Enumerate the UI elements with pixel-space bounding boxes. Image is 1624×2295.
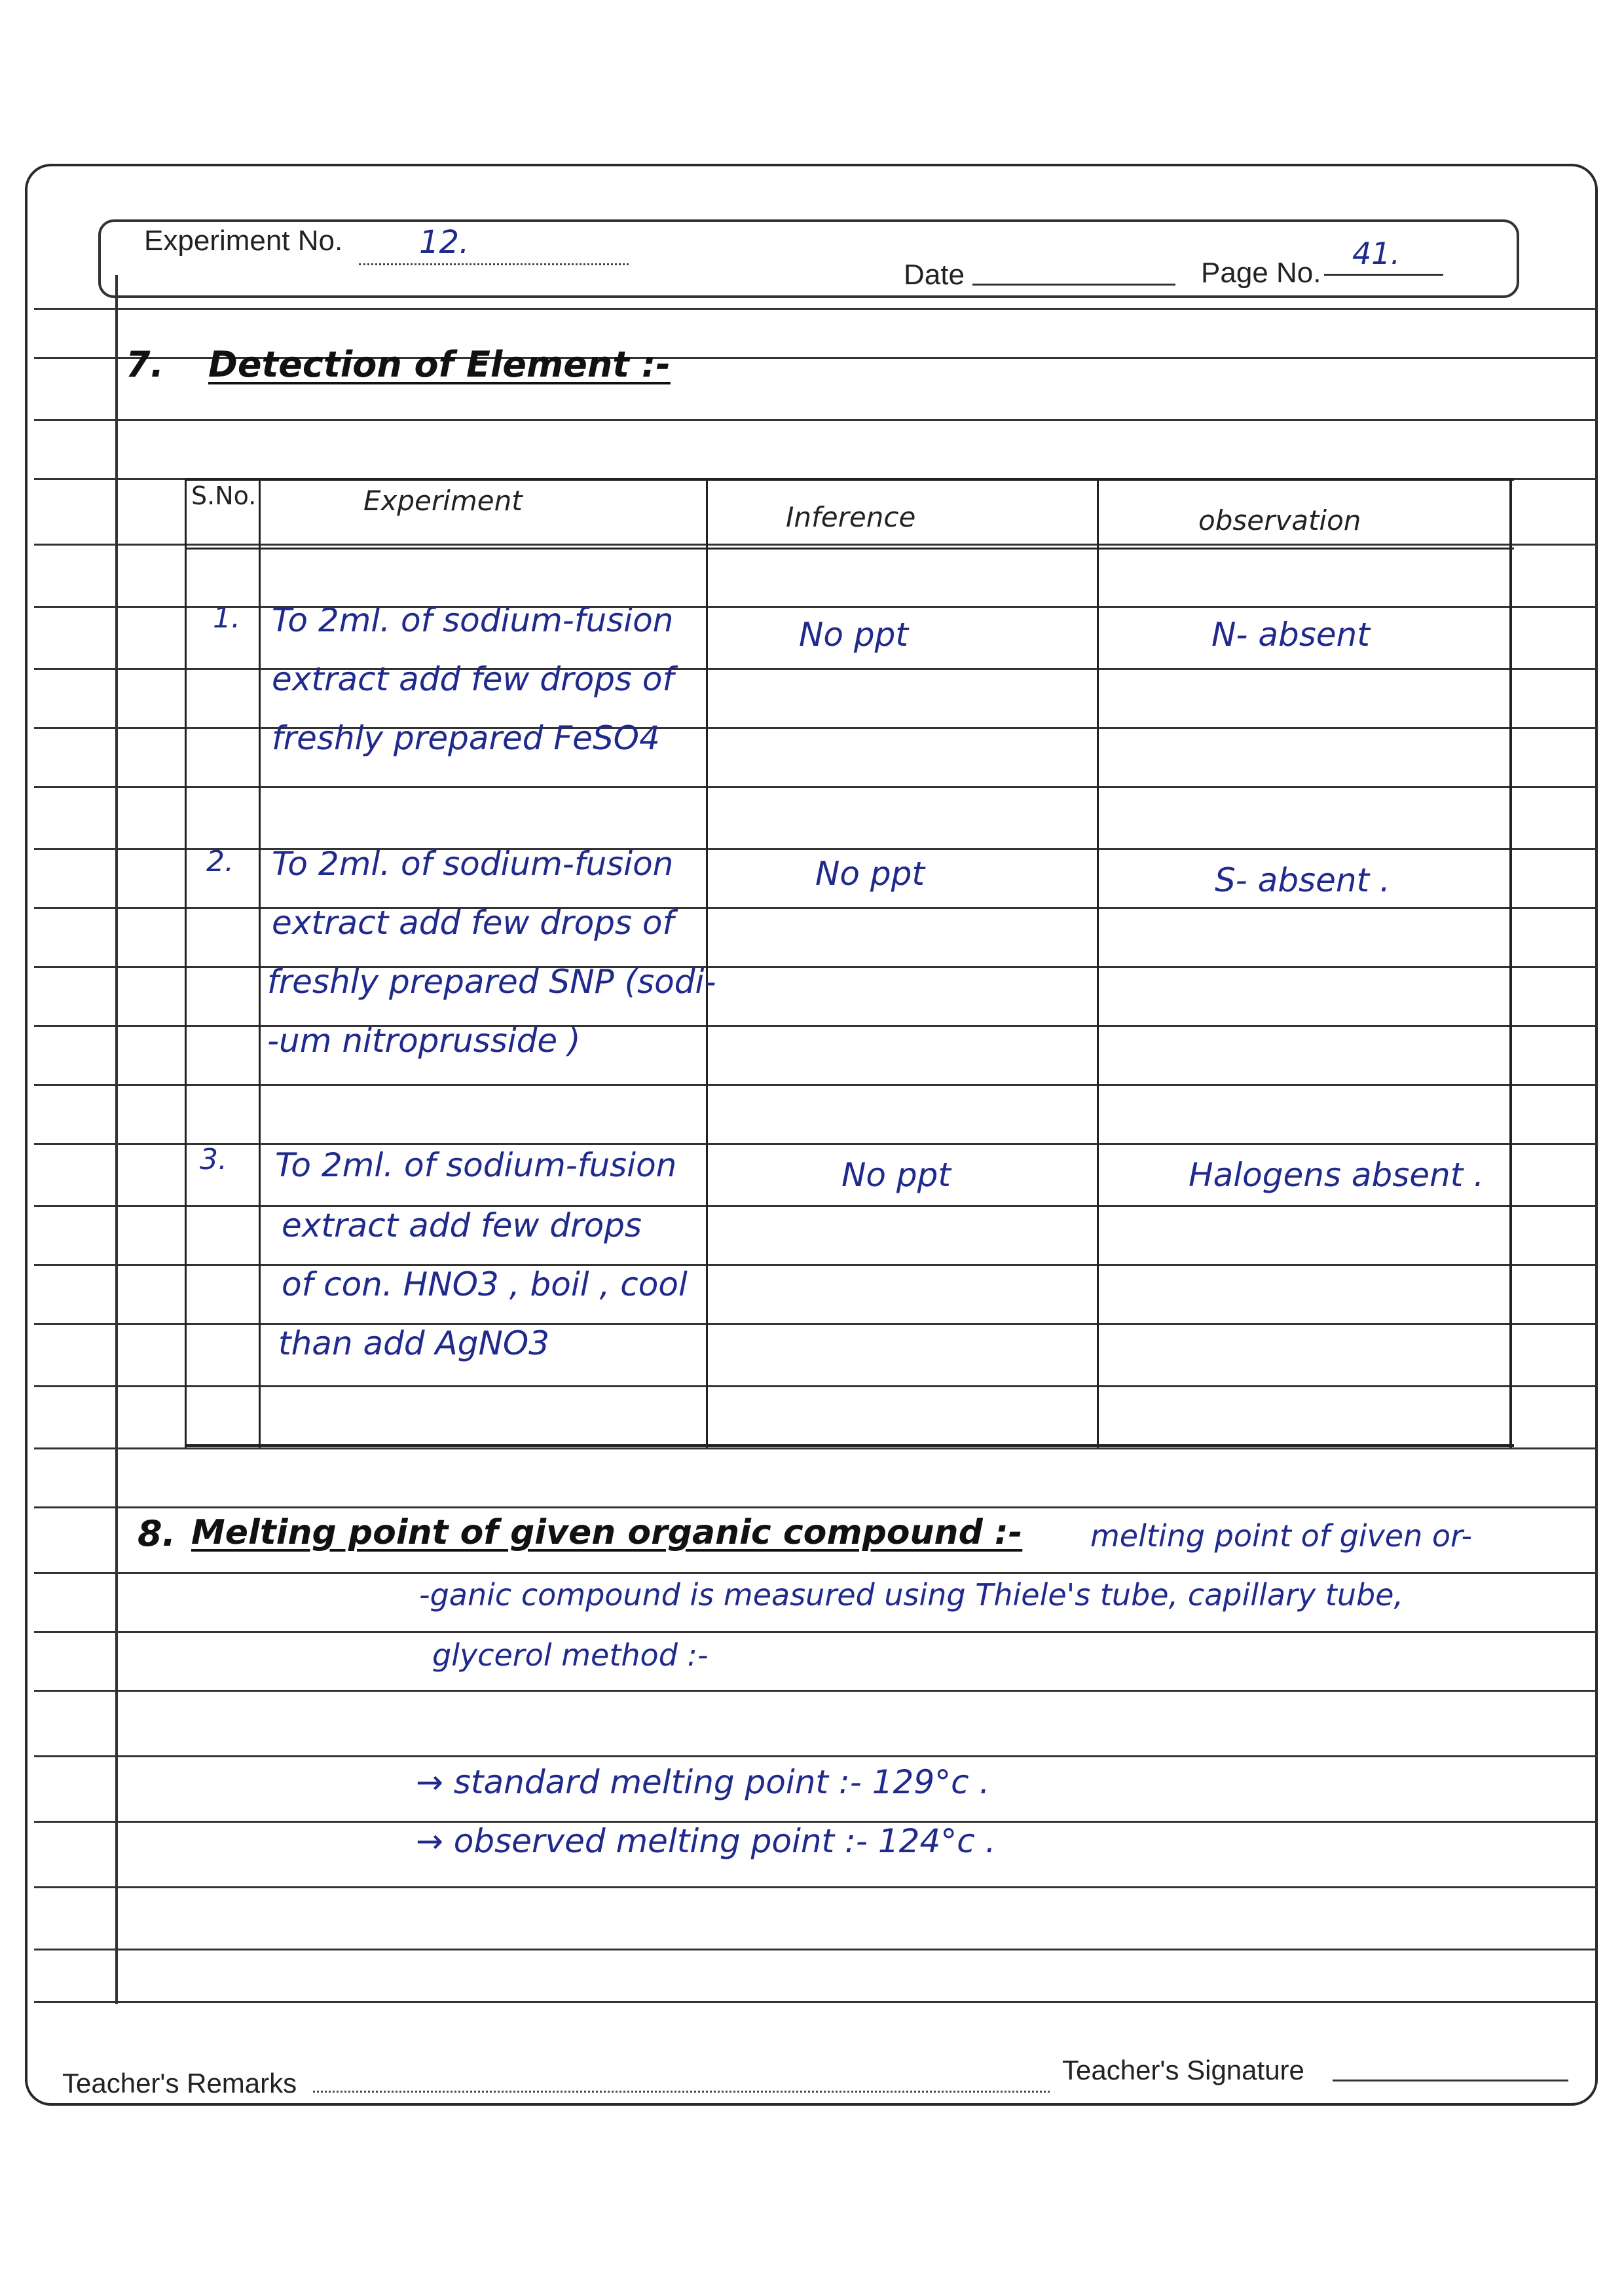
row-2-experiment-line: freshly prepared SNP (sodi- (267, 963, 716, 1001)
rule-line (34, 1631, 1598, 1633)
rule-line (34, 2001, 1598, 2003)
teachers-remarks-label: Teacher's Remarks (62, 2068, 297, 2099)
col-head-observation: observation (1198, 504, 1361, 536)
rule-line (34, 308, 1598, 310)
rule-line (34, 1143, 1598, 1145)
row-3-experiment-line: To 2ml. of sodium-fusion (275, 1146, 677, 1184)
rule-line (34, 1949, 1598, 1950)
standard-melting-point: → standard melting point :- 129°c . (416, 1763, 990, 1801)
col-head-sno: S.No. (191, 481, 257, 510)
row-3-inference: No ppt (841, 1156, 951, 1194)
row-3-experiment-line: than add AgNO3 (278, 1324, 550, 1362)
section-8-number: 8. (138, 1513, 176, 1554)
section-7-heading: Detection of Element :- (208, 344, 671, 385)
row-3-experiment-line: extract add few drops (282, 1206, 642, 1244)
row-1-experiment-line: freshly prepared FeSO4 (272, 719, 660, 757)
teachers-remarks-line (313, 2091, 1050, 2093)
row-2-sno: 2. (206, 845, 234, 878)
row-1-sno: 1. (213, 601, 240, 635)
rule-line (34, 544, 1598, 546)
row-3-sno: 3. (200, 1143, 227, 1176)
table-header-border (185, 548, 1514, 550)
rule-line (34, 1572, 1598, 1574)
table-col-divider (1097, 478, 1099, 1447)
rule-line (34, 419, 1598, 421)
row-1-experiment-line: extract add few drops of (272, 660, 674, 698)
table-left-border (185, 478, 187, 1447)
teachers-signature-label: Teacher's Signature (1062, 2055, 1304, 2085)
row-1-inference: No ppt (799, 616, 908, 654)
page-no-label: Page No. (1201, 257, 1321, 289)
rule-line (34, 907, 1598, 909)
col-head-experiment: Experiment (363, 485, 523, 517)
section-8-text-line: -ganic compound is measured using Thiele's tube, capillary tube, (419, 1577, 1404, 1613)
rule-line (34, 1264, 1598, 1266)
rule-line (34, 1205, 1598, 1207)
page-no-value: 41. (1352, 236, 1401, 271)
row-2-experiment-line: extract add few drops of (272, 904, 674, 942)
rule-line (34, 668, 1598, 670)
row-2-experiment-line: To 2ml. of sodium-fusion (272, 845, 674, 883)
section-8-text-line: glycerol method :- (432, 1637, 709, 1673)
row-2-observation: S- absent . (1215, 861, 1390, 899)
rule-line (34, 1323, 1598, 1325)
section-8-text-line: melting point of given or- (1090, 1518, 1472, 1554)
rule-line (34, 1385, 1598, 1387)
teachers-signature-line (1333, 2080, 1568, 2081)
row-3-experiment-line: of con. HNO3 , boil , cool (282, 1265, 688, 1303)
observed-melting-point: → observed melting point :- 124°c . (416, 1822, 996, 1860)
row-1-observation: N- absent (1211, 616, 1370, 654)
rule-line (34, 606, 1598, 608)
row-3-observation: Halogens absent . (1189, 1156, 1485, 1194)
rule-line (34, 1755, 1598, 1757)
rule-line (34, 1886, 1598, 1888)
rule-line (34, 848, 1598, 850)
row-2-experiment-line: -um nitroprusside ) (267, 1022, 581, 1060)
rule-line (34, 786, 1598, 788)
date-label: Date (904, 259, 965, 291)
table-right-border (1509, 478, 1512, 1447)
date-line (972, 284, 1175, 286)
table-col-divider (259, 478, 261, 1447)
margin-line (115, 275, 118, 2004)
col-head-inference: Inference (786, 501, 916, 533)
section-7-number: 7. (126, 344, 164, 385)
experiment-no-value: 12. (419, 224, 470, 261)
rule-line (34, 727, 1598, 729)
row-2-inference: No ppt (815, 855, 925, 893)
table-top-border (185, 478, 1514, 481)
table-bottom-border (185, 1444, 1514, 1447)
rule-line (34, 1506, 1598, 1508)
row-1-experiment-line: To 2ml. of sodium-fusion (272, 601, 674, 639)
section-8-heading: Melting point of given organic compound :- (191, 1513, 1023, 1552)
rule-line (34, 1447, 1598, 1449)
experiment-no-line (359, 263, 629, 265)
rule-line (34, 1690, 1598, 1692)
experiment-no-label: Experiment No. (144, 225, 343, 257)
rule-line (34, 1084, 1598, 1086)
page-no-line (1324, 274, 1443, 276)
